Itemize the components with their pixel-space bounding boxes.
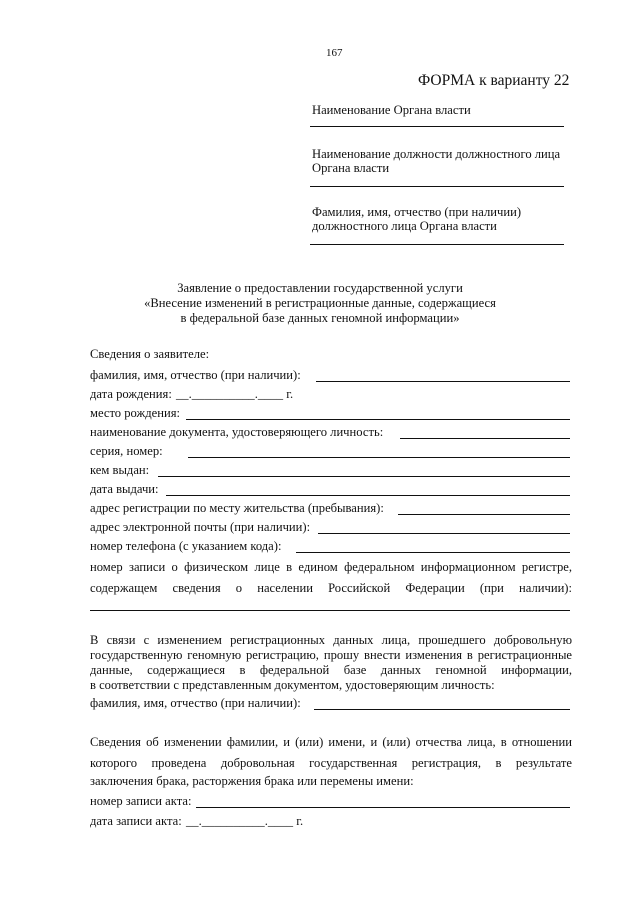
id-document-field[interactable] xyxy=(400,438,570,439)
phone-label: номер телефона (с указанием кода): xyxy=(90,539,282,553)
request-fio-label: фамилия, имя, отчество (при наличии): xyxy=(90,696,301,710)
applicant-heading: Сведения о заявителе: xyxy=(90,347,210,361)
phone-field[interactable] xyxy=(296,552,570,553)
issue-date-label: дата выдачи: xyxy=(90,482,159,496)
changes-text-line1: Сведения об изменении фамилии, и (или) имени, и (или) отчества лица, в отношении xyxy=(90,735,572,749)
reg-address-field[interactable] xyxy=(398,514,570,515)
email-label: адрес электронной почты (при наличии): xyxy=(90,520,311,534)
act-date-field[interactable]: __.__________.____ г. xyxy=(186,814,304,828)
official-fio-label-cont: должностного лица Органа власти xyxy=(312,219,497,233)
registry-record-field[interactable] xyxy=(90,610,570,611)
registry-record-label: номер записи о физическом лице в едином федеральном информационном регистре, xyxy=(90,560,572,574)
email-field[interactable] xyxy=(318,533,570,534)
changes-text-line3: заключения брака, расторжения брака или перемены имени: xyxy=(90,774,414,788)
applicant-fio-field[interactable] xyxy=(316,381,570,382)
page-number: 167 xyxy=(326,47,343,59)
authority-name-field[interactable] xyxy=(310,126,564,127)
issued-by-field[interactable] xyxy=(158,476,570,477)
changes-text-line2: которого проведена добровольная государственная регистрация, в результате xyxy=(90,756,572,770)
document-title-line2: «Внесение изменений в регистрационные данные, содержащиеся xyxy=(144,296,496,310)
official-fio-field[interactable] xyxy=(310,244,564,245)
request-text-line3: данные, содержащиеся в федеральной базе данных геномной информации, xyxy=(90,663,572,677)
series-number-label: серия, номер: xyxy=(90,444,163,458)
official-fio-label: Фамилия, имя, отчество (при наличии) xyxy=(312,205,522,219)
document-title-line1: Заявление о предоставлении государственной услуги xyxy=(177,281,463,295)
official-position-field[interactable] xyxy=(310,186,564,187)
request-fio-field[interactable] xyxy=(314,709,570,710)
official-position-label-cont: Органа власти xyxy=(312,161,390,175)
reg-address-label: адрес регистрации по месту жительства (пребывания): xyxy=(90,501,384,515)
request-text-line1: В связи с изменением регистрационных данных лица, прошедшего добровольную xyxy=(90,633,572,647)
act-date-label: дата записи акта: xyxy=(90,814,182,828)
act-number-label: номер записи акта: xyxy=(90,794,192,808)
official-position-label: Наименование должности должностного лица xyxy=(312,147,561,161)
request-text-line4: в соответствии с представленным документом, удостоверяющим личность: xyxy=(90,678,495,692)
document-title-line3: в федеральной базе данных геномной информации» xyxy=(180,311,460,325)
birth-date-label: дата рождения: xyxy=(90,387,172,401)
authority-name-label: Наименование Органа власти xyxy=(312,103,471,117)
request-text-line2: государственную геномную регистрацию, прошу внести изменения в регистрационные xyxy=(90,648,572,662)
issued-by-label: кем выдан: xyxy=(90,463,150,477)
birth-place-field[interactable] xyxy=(186,419,570,420)
act-number-field[interactable] xyxy=(196,807,570,808)
applicant-fio-label: фамилия, имя, отчество (при наличии): xyxy=(90,368,301,382)
birth-place-label: место рождения: xyxy=(90,406,180,420)
registry-record-label-cont: содержащем сведения о населении Российской Федерации (при наличии): xyxy=(90,581,572,595)
form-label: ФОРМА к варианту 22 xyxy=(418,72,570,89)
series-number-field[interactable] xyxy=(188,457,570,458)
id-document-label: наименование документа, удостоверяющего личность: xyxy=(90,425,384,439)
birth-date-field[interactable]: __.__________.____ г. xyxy=(176,387,294,401)
issue-date-field[interactable] xyxy=(166,495,570,496)
